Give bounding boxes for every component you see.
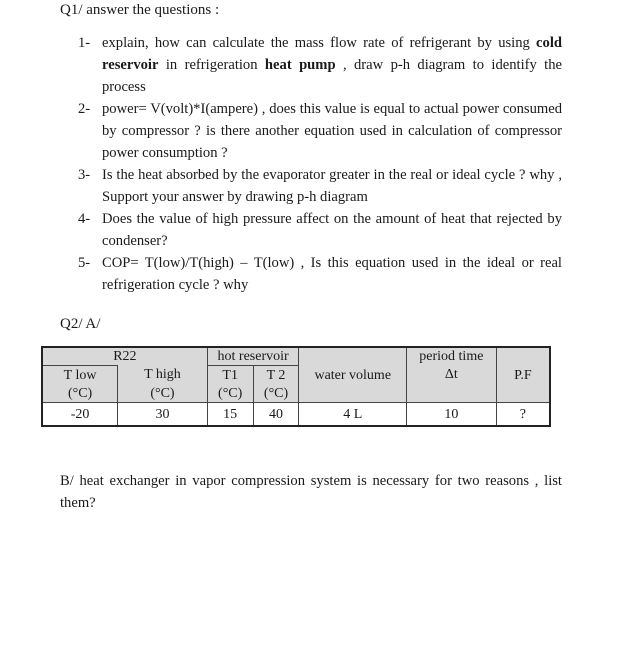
question-item-3: [78, 164, 562, 208]
header-water-volume: water volume: [299, 347, 407, 403]
header-period-symbol: Δt: [407, 366, 497, 403]
question-number: 2-: [78, 101, 91, 117]
cell-period-time: 10: [407, 403, 497, 427]
header-t-high: T high: [118, 366, 208, 385]
question-text-part: in refrigeration: [158, 57, 265, 73]
question-text: Is the heat absorbed by the evaporator greater in the real or ideal cycle ? why , Support your answer by drawing p-h diagram: [102, 167, 562, 205]
table-row: [42, 403, 550, 427]
question-item-4: [78, 208, 562, 252]
question-item-1: [78, 32, 562, 98]
unit-t2: (°C): [253, 384, 299, 403]
cell-t2: 40: [253, 403, 299, 427]
bold-term-cold-reservoir: cold reservoir: [102, 35, 562, 73]
unit-t-high: (°C): [118, 384, 208, 403]
q2-title: Q2/ A/: [60, 316, 101, 332]
table-label-row: [42, 366, 550, 385]
question-number: 3-: [78, 167, 91, 183]
question-number: 5-: [78, 255, 91, 271]
unit-t-low: (°C): [42, 384, 118, 403]
question-number: 1-: [78, 35, 91, 51]
group-header-r22: R22: [42, 347, 207, 366]
cell-t1: 15: [207, 403, 253, 427]
unit-t1: (°C): [207, 384, 253, 403]
question-text: COP= T(low)/T(high) – T(low) , Is this equation used in the ideal or real refrigeration cycle ? why: [102, 255, 562, 293]
bold-term-heat-pump: heat pump: [264, 57, 336, 73]
header-t-low: T low: [42, 366, 118, 385]
q1-title: Q1/ answer the questions :: [60, 2, 220, 18]
header-t2: T 2: [253, 366, 299, 385]
group-header-hot-reservoir: hot reservoir: [207, 347, 299, 366]
question-text-part: , draw p-h diagram to identify the process: [102, 57, 562, 95]
cell-t-high: 30: [118, 403, 208, 427]
table-group-header-row: [42, 347, 550, 366]
question-text: [102, 32, 562, 98]
cell-pf: ?: [496, 403, 550, 427]
question-number: 4-: [78, 211, 91, 227]
q2-part-b-text: B/ heat exchanger in vapor compression system is necessary for two reasons , list them?: [60, 473, 562, 511]
question-text: power= V(volt)*I(ampere) , does this value is equal to actual power consumed by compressor ? is there another equation used in calculation of compressor power consumption ?: [102, 101, 562, 161]
q1-question-list: [78, 32, 562, 296]
cell-water-volume: 4 L: [299, 403, 407, 427]
header-t1: T1: [207, 366, 253, 385]
question-item-5: [78, 252, 562, 296]
data-table: [41, 346, 551, 427]
header-period-time: period time: [407, 347, 497, 366]
question-item-2: [78, 98, 562, 164]
header-pf: P.F: [496, 347, 550, 403]
question-text: Does the value of high pressure affect on the amount of heat that rejected by condenser?: [102, 211, 562, 249]
cell-t-low: -20: [42, 403, 118, 427]
question-text-part: explain, how can calculate the mass flow rate of refrigerant by using: [102, 35, 537, 51]
